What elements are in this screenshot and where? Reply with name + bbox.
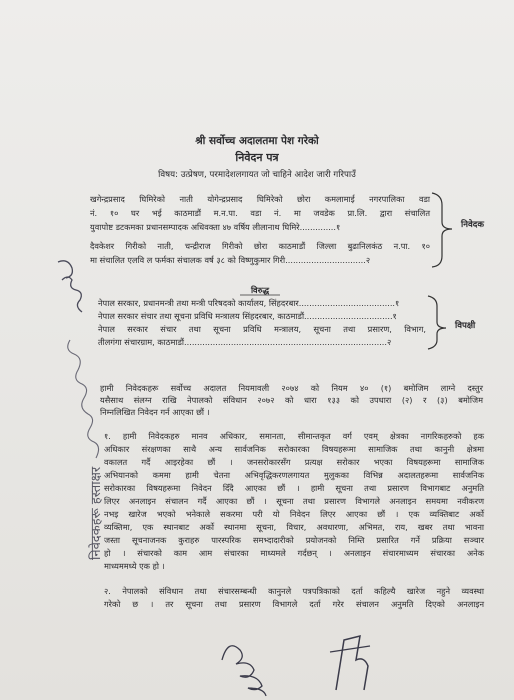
para2-line: २. नेपालको संविधान तथा संचारसम्बन्धी कानुनले पत्रपत्रिकाको दर्ता कहिल्यै खारेज नहुने व्यवस्था <box>104 586 484 596</box>
margin-signature-2 <box>68 340 99 458</box>
para2-line: गरेको छ । तर सूचना तथा प्रसारण विभागले दर्ता गरेर संचालन अनुमति दिएको अनलाइन <box>104 599 484 609</box>
para1-line: हो । संचारको काम आम संचारका माध्यमले गर्दछन् । अनलाइन संचारमाध्यम संचारका अनेक <box>104 548 484 558</box>
signature-stroke <box>330 646 370 652</box>
petitioner-brace <box>432 193 452 267</box>
para1-line: माध्यममध्ये एक हो । <box>104 561 165 571</box>
intro-line: हामी निवेदकहरू सर्वोच्च अदालत नियमावली २०७४ को नियम ४० (१) बमोजिम लाग्ने दस्तुर <box>100 383 483 393</box>
para1-line: सरोकारका विषयहरूमा निवेदन दिँदै आएका छौं । हामी सूचना तथा प्रसारण विभागबाट अनुमति <box>104 483 484 493</box>
respondent-line: नेपाल सरकार संचार तथा सूचना प्रविधि मन्त्रालय, सूचना तथा प्रसारण, विभाग, <box>98 324 426 334</box>
para1-line: व्यक्तिमा, एक स्थानबाट अर्को स्थानमा सूचना, विचार, अवधारणा, अभिमत, राय, खबर तथा भावना <box>104 522 484 532</box>
versus-heading: विरुद्ध <box>250 285 270 295</box>
margin-scribble <box>58 261 72 278</box>
petitioner-label: निवेदक <box>461 220 484 230</box>
petitioner-line: दैवकेशर गिरीको नाती, चन्द्रीराज गिरीको छोरा काठमाडौं जिल्ला बुढानिलकंठ न.पा. १० <box>90 241 430 251</box>
document-subject: विषय: उत्प्रेषण, परमादेशलगायत जो चाहिने आदेश जारी गरिपाउँ <box>158 170 356 180</box>
margin-signature-1 <box>62 277 82 312</box>
respondent-brace <box>428 296 446 349</box>
para1-line: लिएर अनलाइन संचालन गर्दै आएका छौं । सूचना तथा प्रसारण विभागले अनलाइन समयमा नवीकरण <box>104 496 484 506</box>
petitioner-line: युवापोष्ट डटकमका प्रधानसम्पादक अधिवक्ता ४७ वर्षिय लीलानाथ घिमिरे..............१ <box>90 222 341 232</box>
para1-line: जस्ता सूचनाजनक कुराहरु पारस्परिक समभ्दादारीको प्रयोजनको निम्ति प्रसारित गर्ने प्रक्रिया सञ्चार <box>104 535 484 545</box>
para1-line: नभइ खारेज भएको भनेकाले सकरमा परी यो निवेदन लिएर आएका छौं । एक व्यक्तिबाट अर्को <box>104 509 484 519</box>
para1-line: अभियानको कममा हामी चेतना अभिवृद्धिकरणलगायत मुलुकका विभिन्न अदालतहरूमा सार्वजनिक <box>104 470 484 480</box>
signature-1 <box>222 646 266 696</box>
respondent-line: तीलगंगा संचारग्राम, काठमाडौं..............................................................................२ <box>98 337 392 347</box>
petitioner-line: मा संचालित एलवि ल फर्मका संचालक वर्ष ३८ को विष्णुकुमार गिरी...............................२ <box>90 255 371 265</box>
intro-line: यसैसाथ संलग्न राखि नेपालको संविधान २०७२ को धारा १३३ को उपधारा (२) र (३) बमोजिम <box>100 395 483 405</box>
para1-line: १. हामी निवेदकहरु मानव अधिकार, समानता, सीमान्तकृत वर्ग एवम् क्षेत्रका नागरिकहरुको हक <box>104 431 484 441</box>
respondent-label: विपक्षी <box>455 321 476 331</box>
para1-line: अधिकार संरक्षणका साथै अन्य सार्वजनिक सरोकारका विषयहरूमा सामाजिक तथा कानुनी क्षेत्रमा <box>104 444 484 454</box>
petitioner-line: नं. १० घर भई काठमाडौं म.न.पा. वडा नं. मा जवडेक प्रा.लि. द्वारा संचालित <box>90 208 430 218</box>
signature-2 <box>336 636 368 690</box>
margin-handwritten-note: निवेदकहरू हस्ताक्षर <box>89 466 104 560</box>
intro-line: निम्नलिखित निवेदन गर्न आएका छौं । <box>100 407 210 417</box>
petitioner-line: खगेन्द्रप्रसाद घिमिरेको नाती योगेन्द्रप्रसाद घिमिरेको छोरा कमलामाई नगरपालिका वडा <box>90 194 430 204</box>
respondent-line: नेपाल सरकार, प्रधानमन्त्री तथा मन्त्री परिषदको कार्यालय, सिंहदरबार.....................................१ <box>98 298 400 308</box>
para1-line: वकालत गर्दै आइरहेका छौं । जनसरोकारसँग प्रत्यक्ष सरोकार भएका विषयहरूमा सामाजिक <box>104 457 484 467</box>
respondent-line: नेपाल सरकार संचार तथा सूचना प्रविधि मन्त्रालय सिंहदरबार, काठमाडौं..................................१ <box>98 311 397 321</box>
document-subtitle: निवेदन पत्र <box>235 151 279 164</box>
document-title: श्री सर्वोच्च अदालतमा पेश गरेको <box>195 135 319 147</box>
